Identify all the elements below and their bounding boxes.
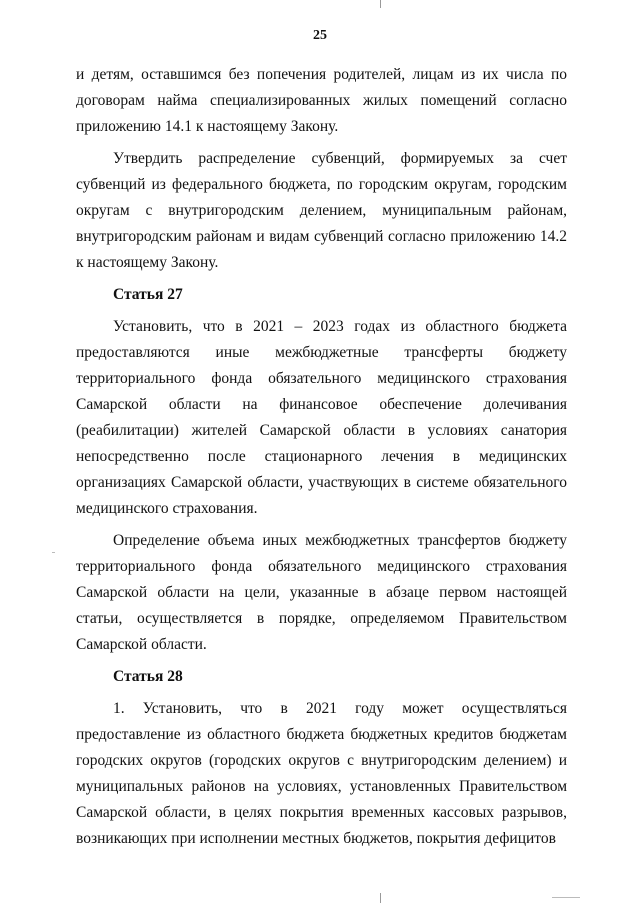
article-heading: Статья 28 <box>113 668 183 685</box>
document-body <box>76 62 567 858</box>
scan-artifact <box>380 893 381 903</box>
paragraph: Установить, что в 2021 – 2023 годах из областного бюджета предоставляются иные межбюджетные трансферты бюджету территориального фонда обязательного медицинского страхования Самарской области на финансовое обеспечение долечивания (реабилитации) жителей Самарской области в условиях санатория непосредственно после стационарного лечения в медицинских организациях Самарской области, участвующих в системе обязательного медицинского страхования. <box>76 318 567 517</box>
paragraph: 1. Установить, что в 2021 году может осуществляться предоставление из областного бюджета бюджетных кредитов бюджетам городских округов (городских округов с внутригородским делением) и муниципальных районов на условиях, установленных Правительством Самарской области, в целях покрытия временных кассовых разрывов, возникающих при исполнении местных бюджетов, покрытия дефицитов <box>76 700 567 847</box>
paragraph: Определение объема иных межбюджетных трансфертов бюджету территориального фонда обязательного медицинского страхования Самарской области на цели, указанные в абзаце первом настоящей статьи, осуществляется в порядке, определяемом Правительством Самарской области. <box>76 532 567 653</box>
article-heading: Статья 27 <box>113 286 183 303</box>
scan-artifact <box>52 552 55 553</box>
page-number: 25 <box>313 28 327 43</box>
scan-artifact <box>380 0 381 8</box>
paragraph: и детям, оставшимся без попечения родителей, лицам из их числа по договорам найма специализированных жилых помещений согласно приложению 14.1 к настоящему Закону. <box>76 66 567 135</box>
scan-artifact <box>552 897 580 898</box>
paragraph: Утвердить распределение субвенций, формируемых за счет субвенций из федерального бюджета, по городским округам, городским округам с внутригородским делением, муниципальным районам, внутригородским районам и видам субвенций согласно приложению 14.2 к настоящему Закону. <box>76 150 567 271</box>
